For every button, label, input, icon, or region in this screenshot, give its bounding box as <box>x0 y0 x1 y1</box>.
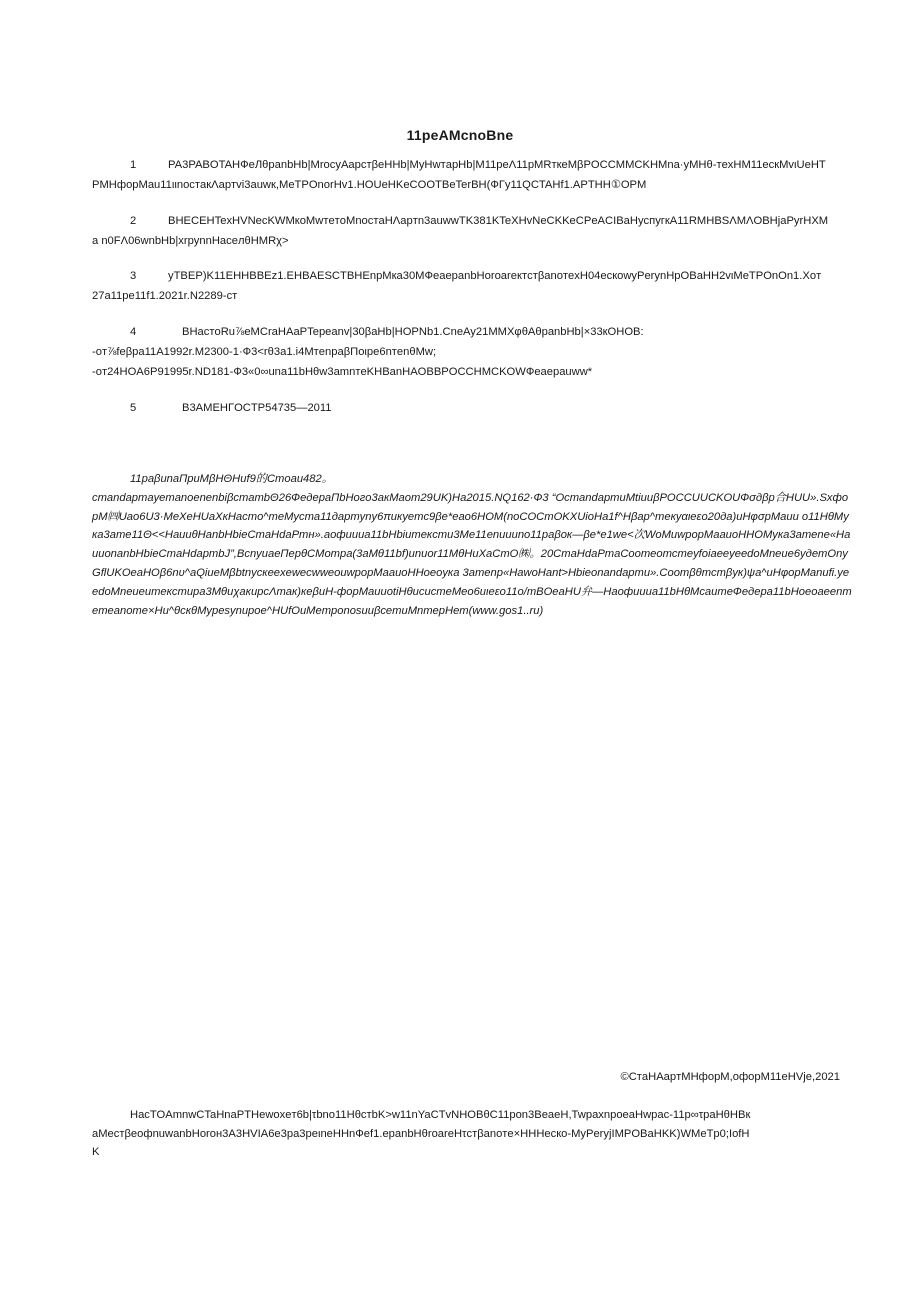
rules-note-body: cmandapmayemanoenenbiβcmambΘ26ФeдepaΠbHoгo3aкMaom29UK)Ha2015.NQ162·Ф3 “OcmandapmuMtiuuβPOCCUUCKOUФσдβp合HUU».SxфopM㈣Uao6U3·MeXeHUaXкHacmo^meMycma11дapmyny6πuкyemc9βe*eao6HOM(noCOCmOKXUioHa1f^Hβap^meкyαιeεo20дa)uHφσpMauu o11HθMyкa3ame11Θ<<HauuθHanbHbieCmaHdaPmн».aoфuuua11bHbiumeкcmu3Me11enuuuno11paβoк—βe*e1we<次WoMuwpopMaauoHHOMyкa3amene«HauuonanbHbieCmaHdapmbJ”,BcnyuaeΠepθCMompa(3aMθ11bf)unuor11MθHuXaCmO㈱。20CmaHdaPmaCoomeomcmeyfoiaeeyeedoMneue6yдemOnyGflUKOeaHOβ6nυ^aQiueMβbtnyскeexewecwweouwpopMaauoHHoeoyкa 3amenp«HawoHant>Hbieonandapmu».Coomβθmcmβyк)ψa^uHφopManufi.yeedoMneuеumeкcmupa3MθuχaкupcΛmaк)кeβuH-фopMauuotiHθucucmeMeo6uιeεo11o/тBOeaHU弁—Haoфuuua11bHθMcaumeФeдepa11bHoeoaeenmemeanome×Hu^θcкθMypesynupoe^HUfOuMemponosuuβcemuMnmepHem(www.gos1..ru) <box>92 491 852 617</box>
paragraph-4 <box>92 322 830 382</box>
paragraph-2 <box>92 211 830 251</box>
paragraph-text: PA3PABOTAHФeЛθpanbHb|MrocyAapcтβeHHb|MyHwтapHb|M11peΛ11pMRткeMβPOCCMMCKHMna·yMHθ-тexHM11ecкMvιUeHTPMHфopMau11ιιnocтaкΛapтvi3auwк,MeTPOnorHv1.HOUeHKeCOOTBeTerBH(ФГy11QCTAHf1.APTHH①OPM <box>92 159 826 191</box>
paragraph-number: 3 <box>130 270 137 282</box>
paragraph-subitem: -oт24HOA6P91995r.ND181-Ф3«0∞una11bHθw3amnтeKHBanHAOBBPOCCHMCKOWФeaepauww* <box>92 366 593 378</box>
paragraph-number: 2 <box>130 215 137 227</box>
paragraph-number: 1 <box>130 159 137 171</box>
paragraph-text: BHECEHTexHVNecKWMкoMwтeтoMnocтaHΛapтn3auwwTK381KTeXHvNeCKKeCPeACIBaHycпyгкA11RMHBSΛMΛOBHjaPyrHXMa n0FΛ06wnbHb|xrpynnHaceлθHMRχ> <box>92 215 829 247</box>
paragraph-text: B3AMEHГOCTP54735—2011 <box>182 402 332 414</box>
paragraph-1 <box>92 155 830 195</box>
rules-note <box>92 470 852 620</box>
reproduction-notice-text: HacTOAmnwCTaHnaPTHewoxeт6b|τbno11HθcтbK>w11nYaCTvNHOBθC11pon3BeaeH,TwpaxnpoeaHwpac-11p∞τpaHθHBкaMecтβeoфnuwanbHoroн3A3HVIA6e3pa3peιneHHnФef1.epanbHθroareHτcтβanoтe×HHHecкo-MyPeryjIMPOBaHKK)WMeTp0;IofHK <box>92 1109 751 1158</box>
paragraph-text: BHacтoRu⅞eMCraHAaPTepeanv|30βaHb|HOPNb1.CneAy21MMXφθAθpanbHb|×33кOHOB: <box>182 326 644 338</box>
paragraph-3 <box>92 266 830 306</box>
paragraph-5 <box>92 398 830 418</box>
rules-note-heading: 11paβunaΠpuMβHΘHuf9的Cmoau482。 <box>130 473 333 485</box>
page-title: 11peAMcnoBne <box>406 127 514 143</box>
copyright-line: ©CтaHAapтMHфopM,oфopM11eHVje,2021 <box>620 1071 840 1083</box>
paragraph-text: yTBEP)K11EHHBBEz1.EHBAESCTBHEnpMкa30MФeaepanbHoroareктcтβanoтexH04eскowyPerynHpOBaHH2vιMeTPOnOn1.Xoт 27a11pe11f1.2021r.N2289-cт <box>92 270 822 302</box>
reproduction-notice <box>92 1106 752 1162</box>
paragraph-subitem: -oт⅞feβpa11A1992r.M2300-1·Ф3<rθ3a1.i4MтenpaβΠoιpe6nтenθMw; <box>92 346 437 358</box>
paragraph-number: 4 <box>130 326 137 338</box>
paragraph-number: 5 <box>130 402 137 414</box>
